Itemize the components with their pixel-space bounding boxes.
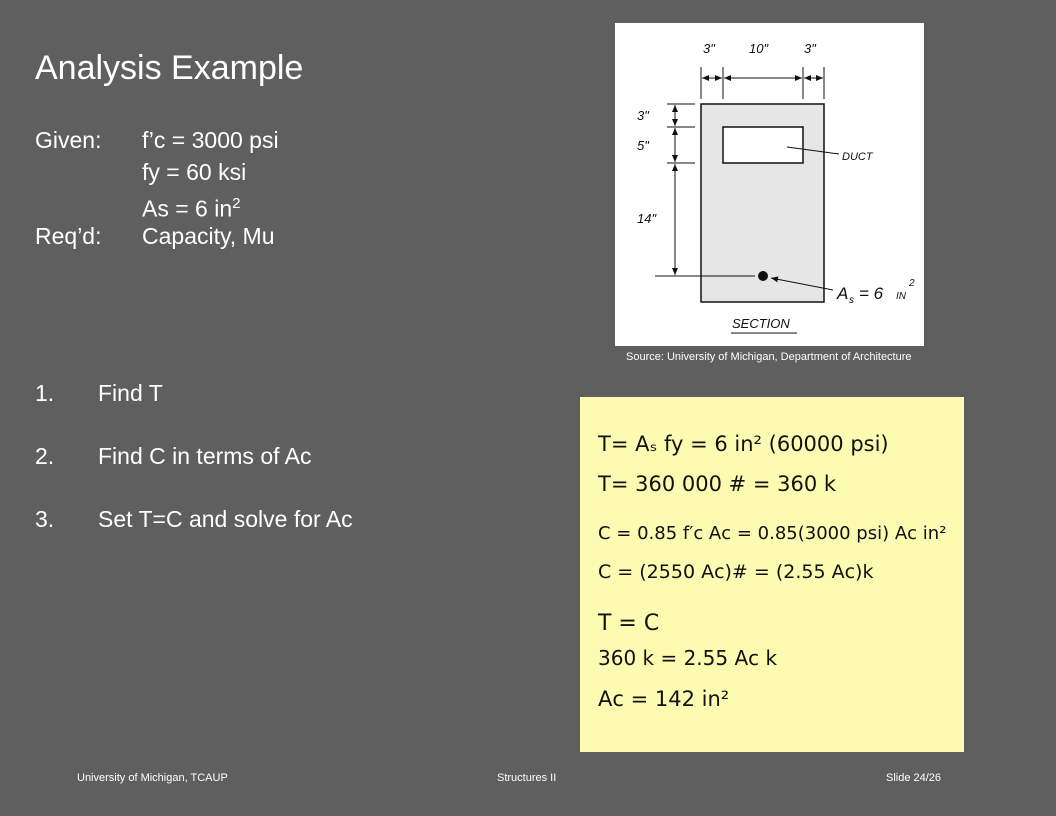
note-line: 360 k = 2.55 Aᴄ k (598, 646, 778, 670)
step-number: 1. (35, 380, 55, 406)
as-value: = 6 (859, 284, 884, 303)
as-label: A (837, 284, 849, 303)
req-label: Req’d: (35, 223, 102, 249)
given-label: Given: (35, 127, 102, 153)
dim-top-left: 3" (703, 41, 715, 56)
note-line: Aᴄ = 142 in² (598, 687, 730, 711)
step-text: Find C in terms of Ac (98, 443, 312, 469)
dim-left-top: 3" (637, 108, 649, 123)
given-fc: f’c = 3000 psi (142, 127, 279, 153)
duct-rect (723, 127, 803, 163)
beam-section-figure (615, 23, 924, 346)
notes-drawing (580, 397, 964, 752)
given-fy: fy = 60 ksi (142, 159, 247, 185)
footer-slide-number: Slide 24/26 (886, 772, 942, 784)
note-line: C = 0.85 f′c Aᴄ = 0.85(3000 psi) Aᴄ in² (598, 523, 947, 544)
note-line: T = C (598, 611, 660, 636)
top-dimensions (701, 67, 824, 99)
as-exponent: 2 (909, 278, 915, 289)
step-number: 2. (35, 443, 55, 469)
note-line: T= 360 000 # = 360 k (598, 472, 837, 496)
rebar-dot (758, 271, 768, 281)
step-number: 3. (35, 506, 55, 532)
given-as-text: As = 6 in (142, 195, 233, 222)
step-text: Find T (98, 380, 163, 406)
handwritten-notes (580, 397, 964, 752)
note-line: C = (2550 Aᴄ)# = (2.55 Aᴄ)k (598, 561, 874, 583)
footer-institution: University of Michigan, TCAUP (77, 772, 228, 784)
footer-course: Structures II (497, 772, 557, 784)
given-as-sup: 2 (232, 195, 241, 212)
slide-title: Analysis Example (35, 49, 304, 87)
dim-top-middle: 10" (749, 41, 769, 56)
as-subscript: s (849, 295, 854, 306)
duct-label: DUCT (842, 151, 873, 163)
req-value: Capacity, Mu (142, 223, 275, 249)
dim-top-right: 3" (804, 41, 816, 56)
dim-left-bottom: 14" (637, 211, 657, 226)
as-unit: IN (896, 291, 906, 302)
section-drawing (615, 23, 924, 346)
dim-left-middle: 5" (637, 138, 649, 153)
note-line: T= Aₛ fy = 6 in² (60000 psi) (598, 432, 889, 456)
section-label: SECTION (732, 316, 790, 331)
as-label-group (836, 278, 915, 306)
step-text: Set T=C and solve for Ac (98, 506, 353, 532)
figure-source: Source: University of Michigan, Department of Architecture (626, 351, 912, 363)
